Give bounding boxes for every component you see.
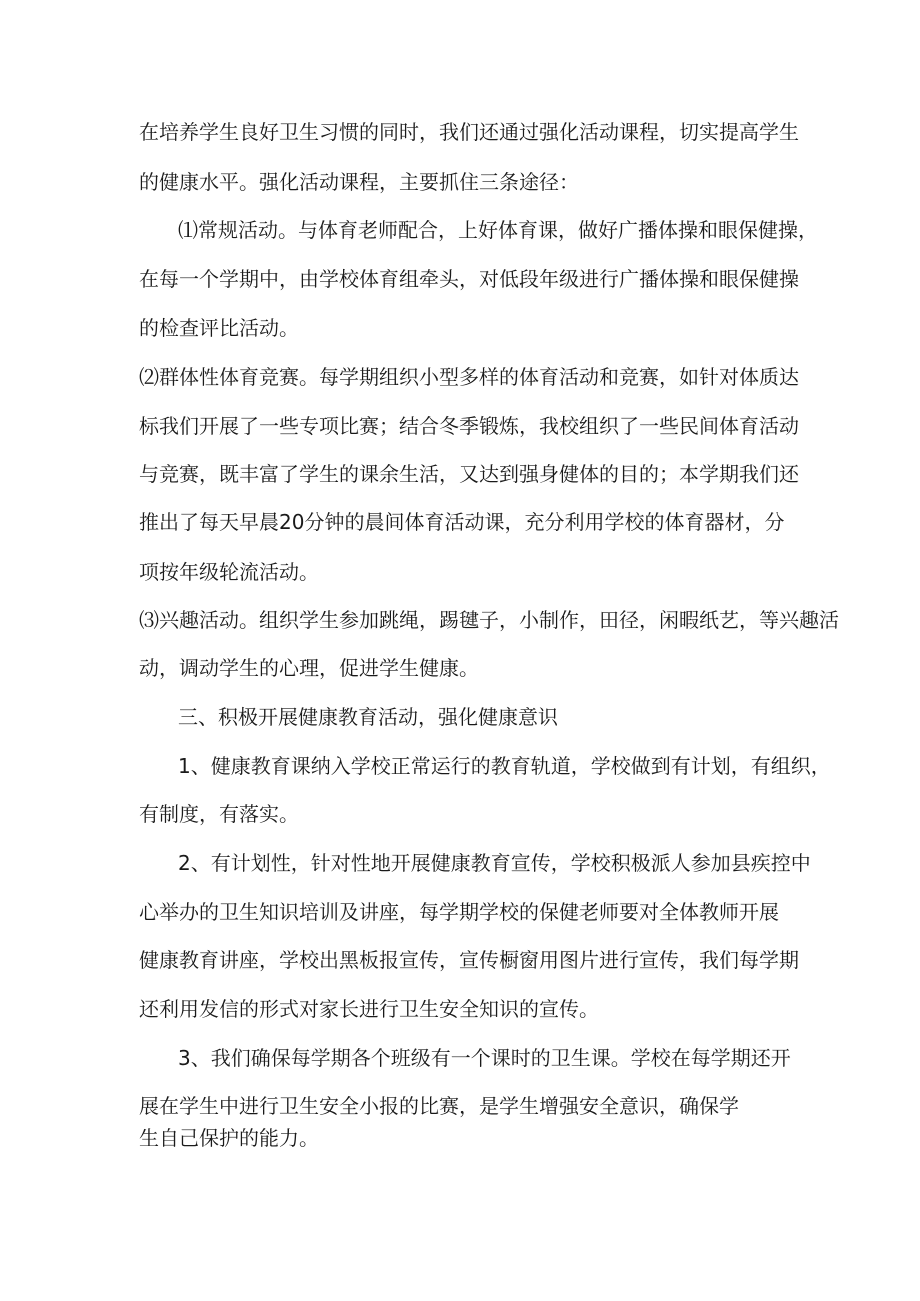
text-line: 与竞赛，既丰富了学生的课余生活，又达到强身健体的目的；本学期我们还 xyxy=(139,462,799,486)
text-line: 生自己保护的能力。 xyxy=(139,1126,319,1150)
text-line: 3、我们确保每学期各个班级有一个课时的卫生课。学校在每学期还开 xyxy=(178,1046,791,1070)
text-line: 项按年级轮流活动。 xyxy=(139,560,319,584)
text-line: 的检查评比活动。 xyxy=(139,316,299,340)
text-line: 展在学生中进行卫生安全小报的比赛，是学生增强安全意识，确保学 xyxy=(139,1094,739,1118)
text-line: 标我们开展了一些专项比赛；结合冬季锻炼，我校组织了一些民间体育活动 xyxy=(139,414,799,438)
text-line: ⑶兴趣活动。组织学生参加跳绳，踢毽子，小制作，田径，闲暇纸艺，等兴趣活 xyxy=(139,608,839,632)
text-line: 1、健康教育课纳入学校正常运行的教育轨道，学校做到有计划，有组织， xyxy=(178,754,831,778)
text-line: 的健康水平。强化活动课程，主要抓住三条途径： xyxy=(139,170,579,194)
text-line: 还利用发信的形式对家长进行卫生安全知识的宣传。 xyxy=(139,997,599,1021)
text-line: 健康教育讲座，学校出黑板报宣传，宣传橱窗用图片进行宣传，我们每学期 xyxy=(139,948,799,972)
text-line: 动，调动学生的心理，促进学生健康。 xyxy=(139,656,479,680)
text-line: 在每一个学期中，由学校体育组牵头，对低段年级进行广播体操和眼保健操 xyxy=(139,267,799,291)
text-line: 推出了每天早晨20分钟的晨间体育活动课，充分利用学校的体育器材，分 xyxy=(139,510,785,534)
section-heading: 三、积极开展健康教育活动，强化健康意识 xyxy=(178,705,558,729)
text-line: 有制度，有落实。 xyxy=(139,802,299,826)
text-line: 在培养学生良好卫生习惯的同时，我们还通过强化活动课程，切实提高学生 xyxy=(139,120,799,144)
text-line: ⑴常规活动。与体育老师配合，上好体育课，做好广播体操和眼保健操， xyxy=(178,218,818,242)
text-line: 心举办的卫生知识培训及讲座，每学期学校的保健老师要对全体教师开展 xyxy=(139,900,779,924)
text-line: ⑵群体性体育竞赛。每学期组织小型多样的体育活动和竞赛，如针对体质达 xyxy=(139,365,799,389)
text-line: 2、有计划性，针对性地开展健康教育宣传，学校积极派人参加县疾控中 xyxy=(178,851,811,875)
